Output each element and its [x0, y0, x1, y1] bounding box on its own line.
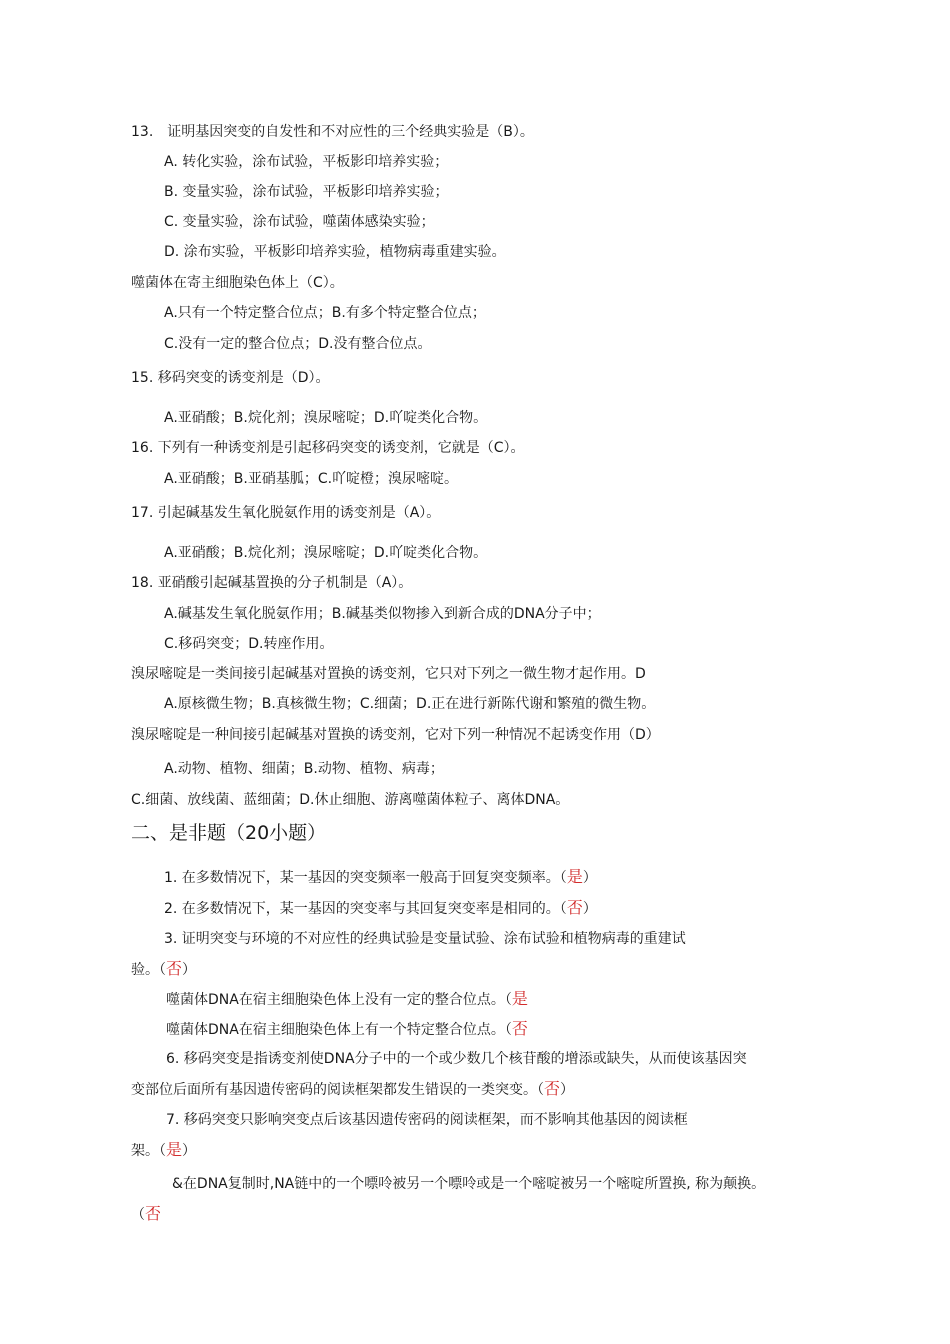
question-18-options-ab: A.碱基发生氧化脱氨作用；B.碱基类似物掺入到新合成的DNA分子中；: [164, 606, 601, 622]
tf-item-2: [164, 898, 597, 919]
question-14-options-ab: A.只有一个特定整合位点；B.有多个特定整合位点；: [164, 305, 486, 321]
tf-item-6-close: ）: [560, 1082, 575, 1098]
tf-item-3-line1: 3. 证明突变与环境的不对应性的经典试验是变量试验、涂布试验和植物病毒的重建试: [164, 931, 686, 947]
tf-item-3-answer: 否: [166, 959, 183, 978]
tf-item-6-text: 变部位后面所有基因遗传密码的阅读框架都发生错误的一类突变。（: [131, 1082, 544, 1098]
tf-item-7-line2: [131, 1140, 196, 1161]
tf-item-3-close: ）: [182, 962, 197, 978]
question-13-option-d: D. 涂布实验，平板影印培养实验，植物病毒重建实验。: [164, 244, 506, 260]
tf-item-2-answer: 否: [566, 898, 583, 917]
question-17-stem: 17. 引起碱基发生氧化脱氨作用的诱变剂是（A）。: [131, 505, 441, 521]
tf-item-8-answer: 否: [145, 1204, 162, 1223]
question-18-options-cd: C.移码突变；D.转座作用。: [164, 636, 334, 652]
question-13-option-c: C. 变量实验，涂布试验，噬菌体感染实验；: [164, 214, 435, 230]
question-18-stem: 18. 亚硝酸引起碱基置换的分子机制是（A）。: [131, 575, 413, 591]
section-heading: 二、是非题（20小题）: [131, 822, 327, 844]
tf-item-4-answer: 是: [511, 989, 528, 1008]
question-20-stem: 溴尿嘧啶是一种间接引起碱基对置换的诱变剂，它对下列一种情况不起诱变作用（D）: [131, 727, 660, 743]
tf-item-6-line2: [131, 1079, 574, 1100]
tf-item-4: [166, 989, 528, 1010]
question-13-option-a: A. 转化实验，涂布试验，平板影印培养实验；: [164, 154, 449, 170]
tf-item-3-text: 验。（: [131, 962, 166, 978]
question-14-stem: 噬菌体在寄主细胞染色体上（C）。: [131, 275, 344, 291]
question-13-stem: 13. 证明基因突变的自发性和不对应性的三个经典实验是（B）。: [131, 124, 534, 140]
tf-item-2-text: 2. 在多数情况下，某一基因的突变率与其回复突变率是相同的。（: [164, 901, 567, 917]
tf-item-8-line2: [131, 1204, 161, 1225]
question-14-options-cd: C.没有一定的整合位点；D.没有整合位点。: [164, 336, 432, 352]
tf-item-4-text: 噬菌体DNA在宿主细胞染色体上没有一定的整合位点。（: [166, 992, 512, 1008]
tf-item-2-close: ）: [582, 901, 597, 917]
tf-item-5-text: 噬菌体DNA在宿主细胞染色体上有一个特定整合位点。（: [166, 1022, 512, 1038]
tf-item-7-close: ）: [182, 1143, 197, 1159]
question-16-options: A.亚硝酸；B.亚硝基胍；C.吖啶橙；溴尿嘧啶。: [164, 471, 459, 487]
tf-item-1-text: 1. 在多数情况下，某一基因的突变频率一般高于回复突变频率。（: [164, 870, 567, 886]
tf-item-7-line1: 7. 移码突变只影响突变点后该基因遗传密码的阅读框架，而不影响其他基因的阅读框: [166, 1112, 688, 1128]
tf-item-3-line2: [131, 959, 196, 980]
question-20-options-cd: C.细菌、放线菌、蓝细菌；D.休止细胞、游离噬菌体粒子、离体DNA。: [131, 792, 570, 808]
question-17-options: A.亚硝酸；B.烷化剂；溴尿嘧啶；D.吖啶类化合物。: [164, 545, 488, 561]
question-15-stem: 15. 移码突变的诱变剂是（D）。: [131, 370, 330, 386]
question-15-options: A.亚硝酸；B.烷化剂；溴尿嘧啶；D.吖啶类化合物。: [164, 410, 488, 426]
tf-item-8-text: （: [131, 1207, 145, 1223]
tf-item-5-answer: 否: [511, 1019, 528, 1038]
question-20-options-ab: A.动物、植物、细菌；B.动物、植物、病毒；: [164, 761, 444, 777]
tf-item-7-answer: 是: [166, 1140, 183, 1159]
tf-item-8-line1: &在DNA复制时,NA链中的一个嘌呤被另一个嘌呤或是一个嘧啶被另一个嘧啶所置换, 称为颠换。: [172, 1176, 766, 1192]
tf-item-1-answer: 是: [566, 867, 583, 886]
tf-item-1-close: ）: [582, 870, 597, 886]
tf-item-6-answer: 否: [544, 1079, 561, 1098]
question-16-stem: 16. 下列有一种诱变剂是引起移码突变的诱变剂，它就是（C）。: [131, 440, 525, 456]
tf-item-5: [166, 1019, 528, 1040]
question-19-options: A.原核微生物；B.真核微生物；C.细菌；D.正在进行新陈代谢和繁殖的微生物。: [164, 696, 656, 712]
question-13-option-b: B. 变量实验，涂布试验，平板影印培养实验；: [164, 184, 449, 200]
question-19-stem: 溴尿嘧啶是一类间接引起碱基对置换的诱变剂，它只对下列之一微生物才起作用。D: [131, 666, 646, 682]
tf-item-1: [164, 867, 597, 888]
tf-item-6-line1: 6. 移码突变是指诱变剂使DNA分子中的一个或少数几个核苷酸的增添或缺失，从而使该基因突: [166, 1051, 747, 1067]
tf-item-7-text: 架。（: [131, 1143, 166, 1159]
